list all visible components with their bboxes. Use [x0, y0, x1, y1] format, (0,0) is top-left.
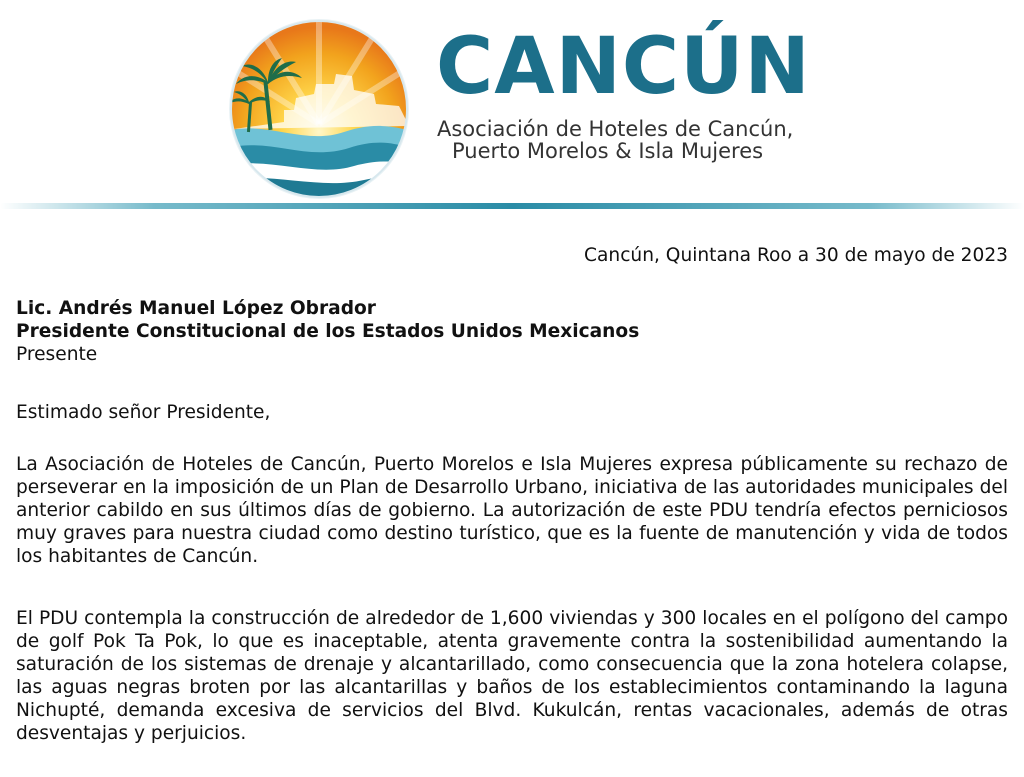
- addressee-presente: Presente: [16, 344, 98, 365]
- header-divider: [0, 203, 1024, 209]
- letterhead: [0, 0, 1024, 215]
- letter-date: Cancún, Quintana Roo a 30 de mayo de 2023: [584, 245, 1008, 266]
- addressee-title: Presidente Constitucional de los Estados Unidos Mexicanos: [16, 321, 640, 342]
- brand-title: CANCÚN: [436, 22, 811, 112]
- cancun-logo-icon: [224, 14, 414, 204]
- brand-subtitle-line1: Asociación de Hoteles de Cancún,: [437, 117, 794, 141]
- salutation: Estimado señor Presidente,: [16, 402, 271, 423]
- paragraph-1: La Asociación de Hoteles de Cancún, Puerto Morelos e Isla Mujeres expresa públicamente su rechazo de perseverar en la imposición de un Plan de Desarrollo Urbano, iniciativa de las autoridades municipales del anterior cabildo en sus últimos días de gobierno. La autorización de este PDU tendría efectos perniciosos muy graves para nuestra ciudad como destino turístico, que es la fuente de manutención y vida de todos los habitantes de Cancún.: [16, 454, 1008, 567]
- brand-subtitle-line2: Puerto Morelos & Isla Mujeres: [452, 139, 764, 163]
- addressee-name: Lic. Andrés Manuel López Obrador: [16, 298, 376, 319]
- addressee-block: [16, 297, 1008, 366]
- paragraph-2: El PDU contempla la construcción de alrededor de 1,600 viviendas y 300 locales en el polígono del campo de golf Pok Ta Pok, lo que es inaceptable, atenta gravemente contra la sostenibilidad aumentando la saturación de los sistemas de drenaje y alcantarillado, como consecuencia que la zona hotelera colapse, las aguas negras broten por las alcantarillas y baños de los establecimientos contaminando la laguna Nichupté, demanda excesiva de servicios del Blvd. Kukulcán, rentas vacacionales, además de otras desventajas y perjuicios.: [16, 608, 1008, 744]
